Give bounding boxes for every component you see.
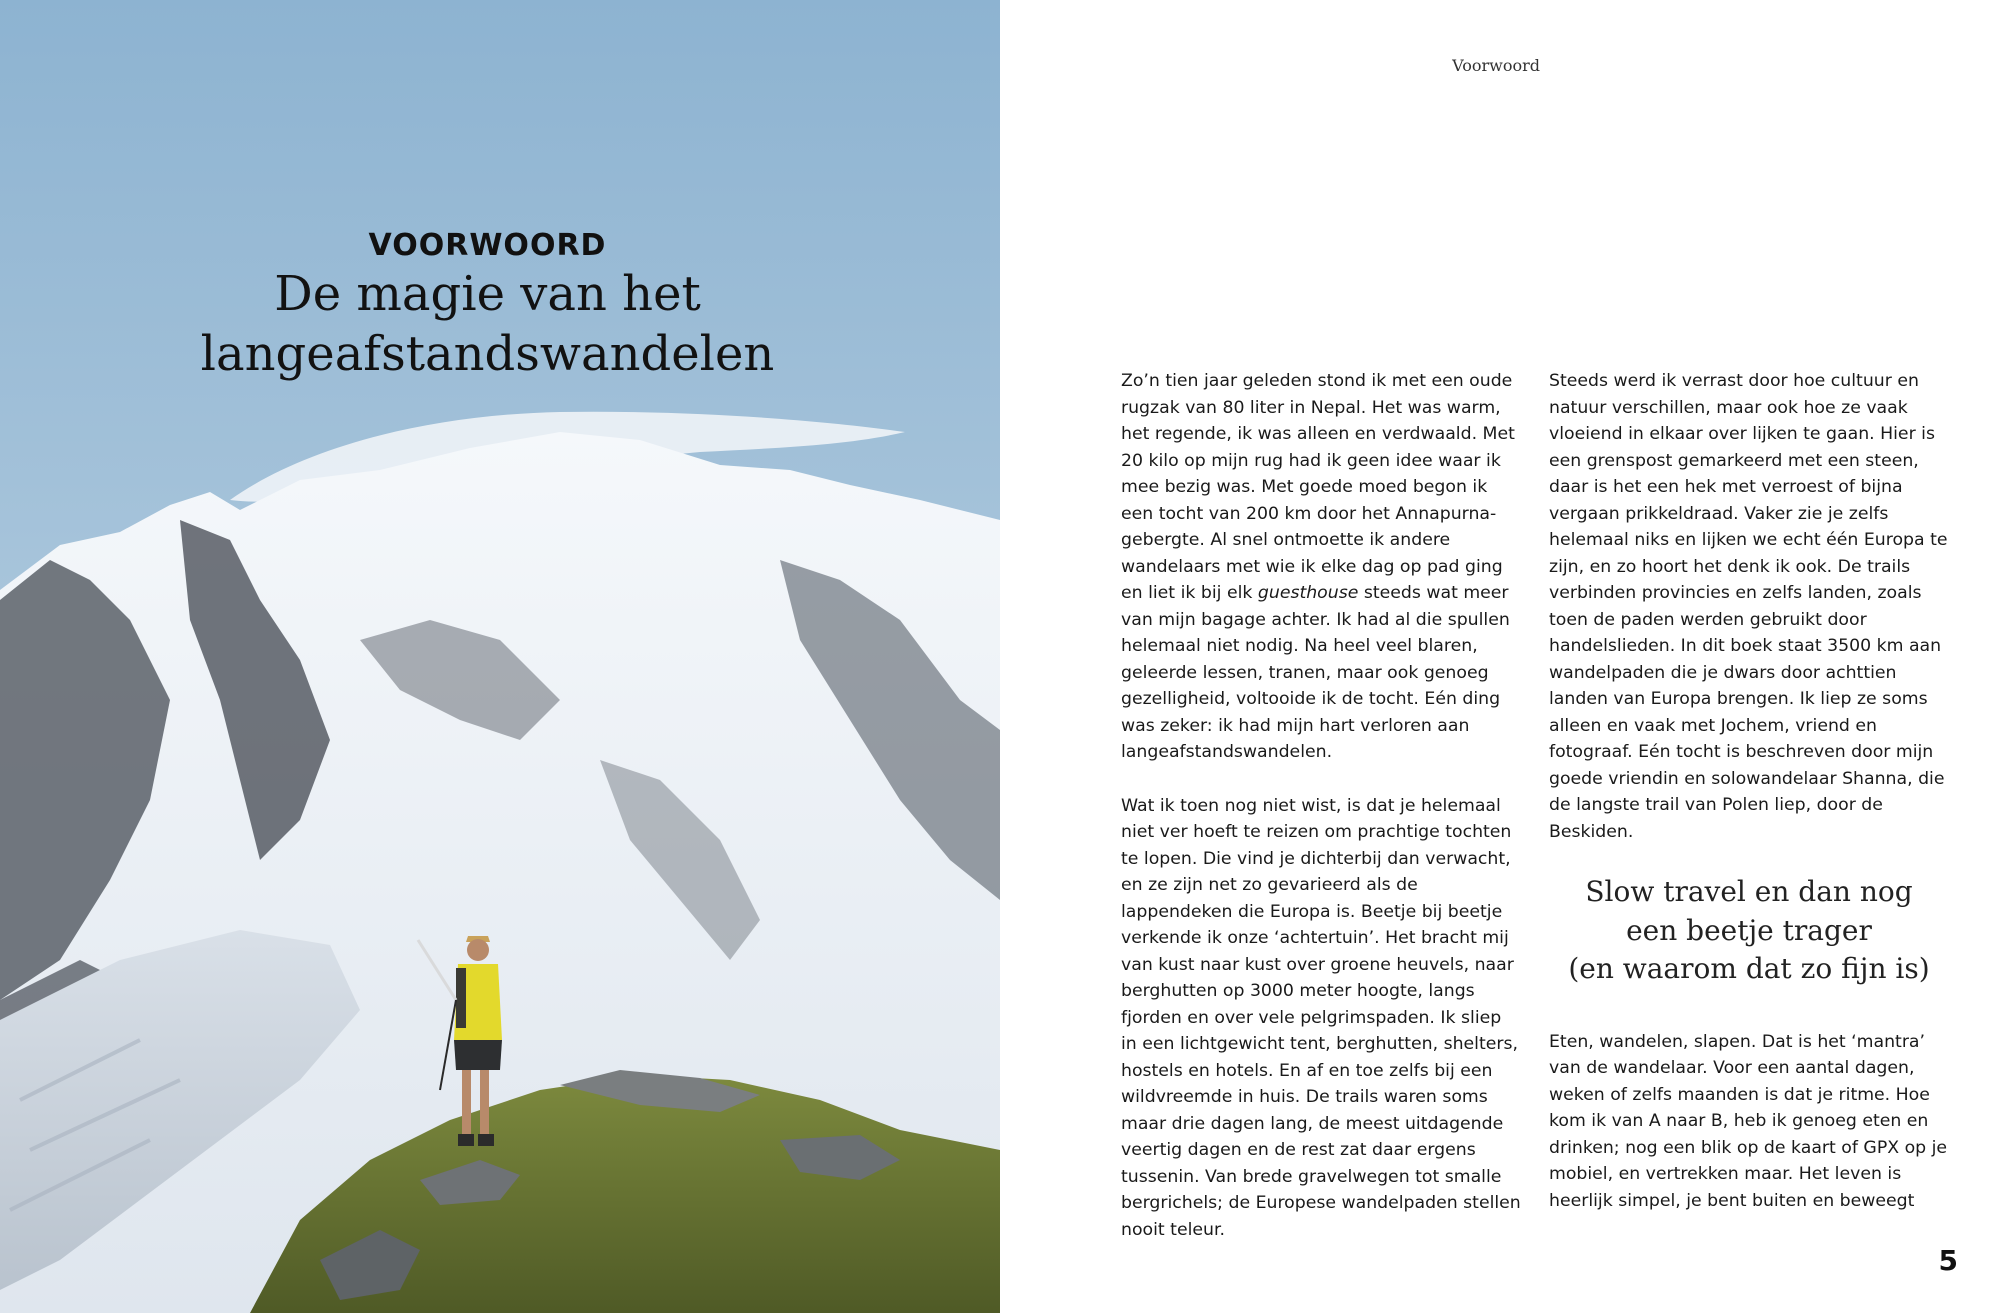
paragraph: Wat ik toen nog niet wist, is dat je helemaal niet ver hoeft te reizen om prachtige tochten te lopen. Die vind je dichterbij dan verwacht, en ze zijn net zo gevarieerd als de lappendeken die Europa is. Beetje bij beetje verkende ik onze ‘achtertuin’. Het bracht mij van kust naar kust over groene heuvels, naar berghutten op 3000 meter hoogte, langs fjorden en over vele pelgrimspaden. Ik sliep in een lichtgewicht tent, berghutten, shelters, hostels en hotels. En af en toe zelfs bij een wildvreemde in huis. De trails waren soms maar drie dagen lang, de meest uitdagende veertig dagen en de rest zat daar ergens tussenin. Van brede gravelwegen tot smalle bergrichels; de Europese wandelpaden stellen nooit teleur. xyxy=(1121,795,1521,1240)
paragraph: Eten, wandelen, slapen. Dat is het ‘mantra’ van de wandelaar. Voor een aantal dagen, weken of zelfs maanden is dat je ritme. Hoe kom ik van A naar B, heb ik genoeg eten en drinken; nog een blik op de kaart of GPX op je mobiel, en vertrekken maar. Het leven is heerlijk simpel, je bent buiten en beweegt xyxy=(1549,1031,1948,1211)
text-column-left xyxy=(1121,368,1521,1243)
subheading-line-3: (en waarom dat zo fijn is) xyxy=(1568,952,1930,985)
section-kicker: VOORWOORD xyxy=(368,228,607,263)
chapter-headline xyxy=(0,264,975,384)
subheading-line-2: een beetje trager xyxy=(1626,913,1872,947)
paragraph-text: Zo’n tien jaar geleden stond ik met een oude rugzak van 80 liter in Nepal. Het was warm, het regende, ik was alleen en verdwaald. Met 20 kilo op mijn rug had ik geen idee waar ik mee bezig was. Met goede moed begon ik een tocht van 200 km door het Annapurna-gebergte. Al snel ontmoette ik andere wandelaars met wie ik elke dag op pad ging en liet ik bij elk xyxy=(1121,371,1515,603)
paragraph xyxy=(1121,368,1521,766)
paragraph-text: steeds wat meer van mijn bagage achter. Ik had al die spullen helemaal niet nodig. Na heel veel blaren, geleerde lessen, tranen, maar ook genoeg gezelligheid, voltooide ik de tocht. Eén ding was zeker: ik had mijn hart verloren aan langeafstandswandelen. xyxy=(1121,583,1510,762)
text-page xyxy=(1000,0,2000,1313)
paragraph: Steeds werd ik verrast door hoe cultuur en natuur verschillen, maar ook hoe ze vaak vloeiend in elkaar over lijken te gaan. Hier is een grenspost gemarkeerd met een steen, daar is het een hek met verroest of bijna vergaan prikkeldraad. Vaker zie je zelfs helemaal niks en lijken we echt één Europa te zijn, en zo hoort het denk ik ook. De trails verbinden provincies en zelfs landen, zoals toen de paden werden gebruikt door handelslieden. In dit boek staat 3500 km aan wandelpaden die je dwars door achttien landen van Europa brengen. Ik liep ze soms alleen en vaak met Jochem, vriend en fotograaf. Eén tocht is beschreven door mijn goede vriendin en solowandelaar Shanna, die de langste trail van Polen liep, door de Beskiden. xyxy=(1549,371,1948,842)
running-header: Voorwoord xyxy=(1452,56,1540,75)
text-column-right xyxy=(1549,368,1949,1214)
headline-line-1: De magie van het xyxy=(274,266,701,322)
headline-line-2: langeafstandswandelen xyxy=(200,326,775,382)
page-number: 5 xyxy=(1938,1244,1958,1277)
subheading-line-1: Slow travel en dan nog xyxy=(1585,875,1913,908)
section-subheading xyxy=(1549,873,1949,989)
italic-term: guesthouse xyxy=(1257,583,1359,603)
